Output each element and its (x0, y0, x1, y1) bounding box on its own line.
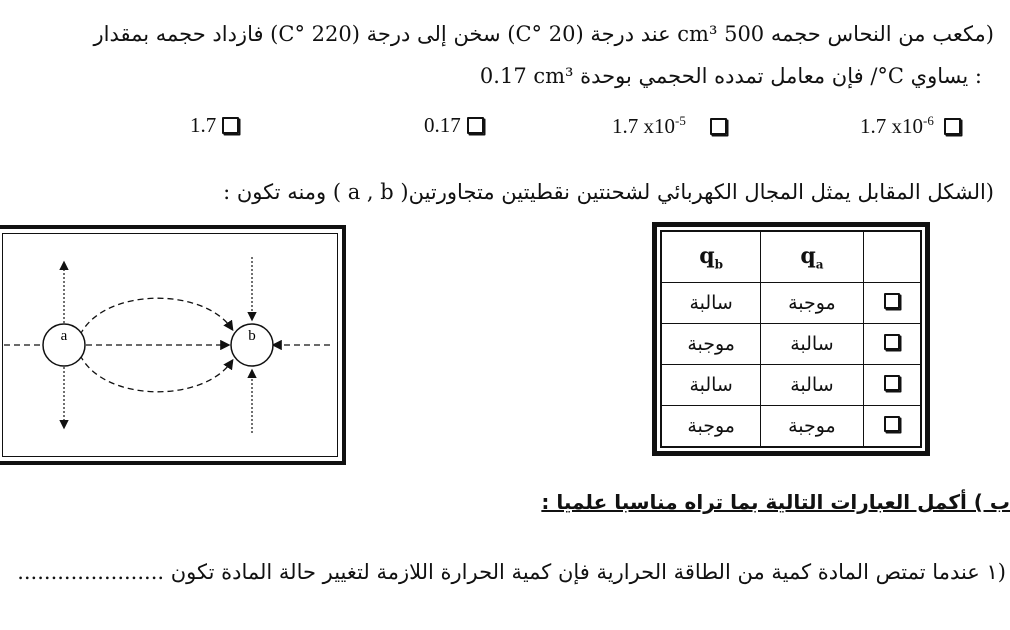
cell-qb: موجبة (662, 406, 761, 447)
checkbox-icon[interactable] (710, 118, 727, 135)
row-checkbox-cell[interactable] (863, 365, 920, 406)
q1-option-4[interactable] (190, 113, 239, 138)
cell-qb: سالبة (662, 365, 761, 406)
checkbox-icon[interactable] (944, 118, 961, 135)
answer-table (652, 222, 930, 456)
electric-field-diagram (0, 225, 346, 465)
cell-qa: سالبة (761, 324, 863, 365)
table-row (662, 324, 921, 365)
section-b-title: ب ) أكمل العبارات التالية بما تراه مناسبا علميا : (541, 490, 1010, 514)
option-label: 0.17 (424, 113, 461, 137)
q1-line1: (مكعب من النحاس حجمه 500 cm³ عند درجة (20 °C) سخن إلى درجة (220 °C) فازداد حجمه بمقدار (93, 22, 994, 46)
option-label: 1.7 $x10^{-6}$ (860, 113, 934, 138)
checkbox-icon[interactable] (467, 117, 484, 134)
charge-b-label: b (248, 328, 256, 344)
cell-qb: سالبة (662, 283, 761, 324)
checkbox-icon[interactable] (884, 416, 900, 432)
checkbox-icon[interactable] (884, 375, 900, 391)
table-row (662, 365, 921, 406)
q1-option-1[interactable] (860, 113, 961, 139)
table-row (662, 406, 921, 447)
row-checkbox-cell[interactable] (863, 324, 920, 365)
cell-qa: موجبة (761, 406, 863, 447)
table-row (662, 283, 921, 324)
row-checkbox-cell[interactable] (863, 283, 920, 324)
cell-qb: موجبة (662, 324, 761, 365)
checkbox-icon[interactable] (884, 293, 900, 309)
cell-qa: سالبة (761, 365, 863, 406)
header-qb: $q_b$ (662, 232, 761, 283)
row-checkbox-cell[interactable] (863, 406, 920, 447)
checkbox-icon[interactable] (222, 117, 239, 134)
cell-qa: موجبة (761, 283, 863, 324)
q1-option-2[interactable] (612, 113, 727, 139)
option-label: 1.7 $x10^{-5}$ (612, 113, 686, 138)
checkbox-icon[interactable] (884, 334, 900, 350)
q1-option-3[interactable] (424, 113, 484, 138)
q2-text: (الشكل المقابل يمثل المجال الكهربائي لشحنتين نقطيتين متجاورتين( a , b ) ومنه تكون : (223, 180, 994, 204)
q1-line2: 0.17 cm³ فإن معامل تمدده الحجمي بوحدة ‎/°C‎ يساوي : (479, 64, 982, 88)
section-b-item-1: (١ عندما تمتص المادة كمية من الطاقة الحرارية فإن كمية الحرارة اللازمة لتغيير حالة المادة تكون ...................... (17, 560, 1006, 584)
option-label: 1.7 (190, 113, 217, 137)
header-empty (863, 232, 920, 283)
header-qa: $q_a$ (761, 232, 863, 283)
charge-a-label: a (60, 328, 68, 344)
table-header-row (662, 232, 921, 283)
